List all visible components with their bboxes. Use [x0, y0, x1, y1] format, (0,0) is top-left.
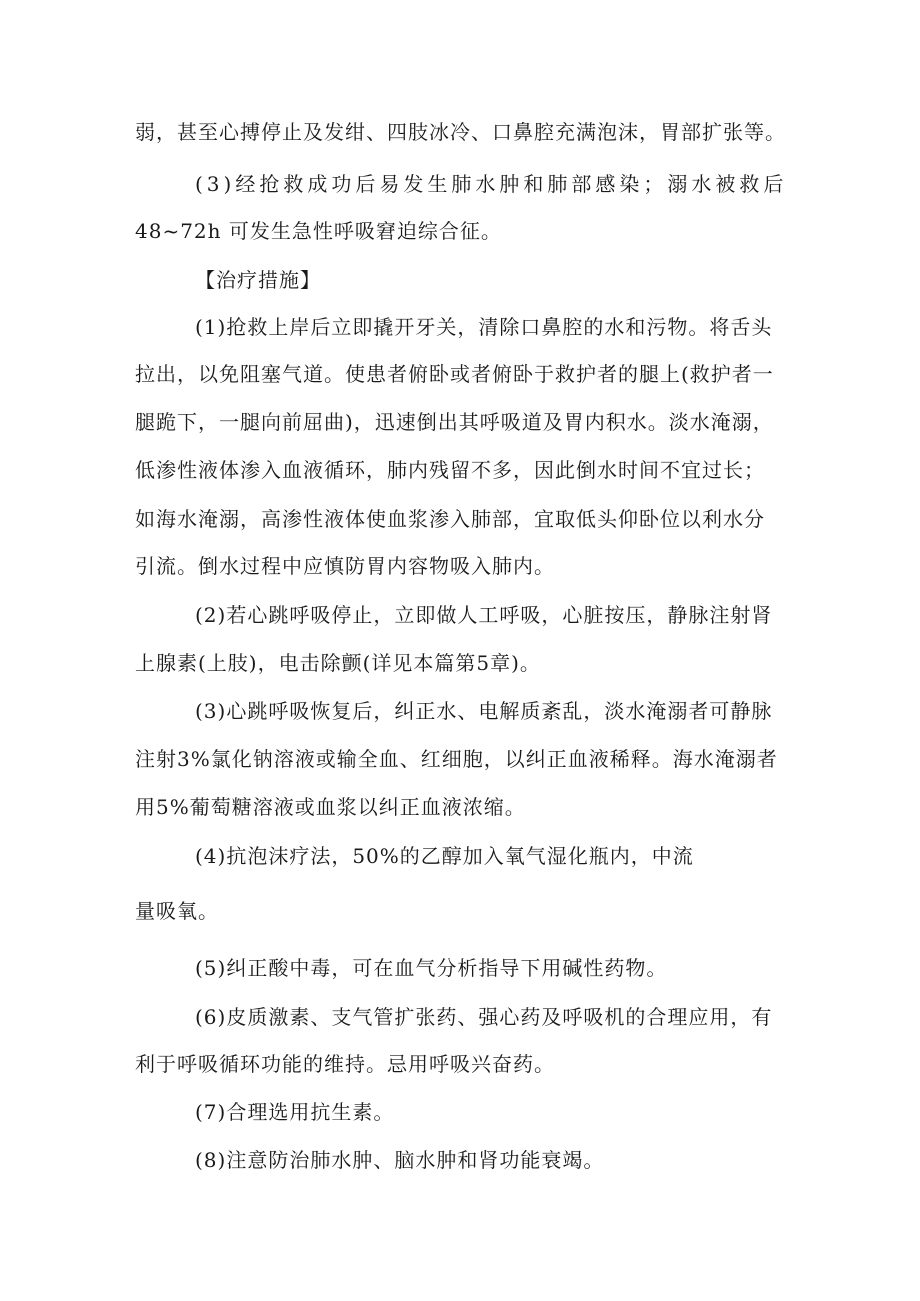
text-line-22: (8)注意防治肺水肿、脑水肿和肾功能衰竭。 [195, 1148, 605, 1172]
text-line-16: (4)抗泡沫疗法，50%的乙醇加入氧气湿化瓶内，中流 [195, 844, 694, 868]
text-line-8: 低渗性液体渗入血液循环，肺内残留不多，因此倒水时间不宜过长； [135, 458, 765, 482]
text-line-9: 如海水淹溺，高渗性液体使血浆渗入肺部，宜取低头仰卧位以利水分 [135, 507, 765, 531]
text-line-1: 弱，甚至心搏停止及发绀、四肢冰冷、口鼻腔充满泡沫，胃部扩张等。 [135, 120, 786, 144]
text-line-7: 腿跪下，一腿向前屈曲)，迅速倒出其呼吸道及胃内积水。淡水淹溺， [135, 410, 774, 434]
text-line-12: 上腺素(上肢)，电击除颤(详见本篇第5章)。 [135, 651, 541, 675]
text-line-21: (7)合理选用抗生素。 [195, 1100, 395, 1124]
text-line-3: 48~72h 可发生急性呼吸窘迫综合征。 [135, 219, 502, 243]
text-line-19: (6)皮质激素、支气管扩张药、强心药及呼吸机的合理应用，有 [195, 1005, 773, 1029]
text-line-11: (2)若心跳呼吸停止，立即做人工呼吸，心脏按压，静脉注射肾 [195, 603, 773, 627]
text-line-18: (5)纠正酸中毒，可在血气分析指导下用碱性药物。 [195, 956, 668, 980]
text-line-2: (3)经抢救成功后易发生肺水肿和肺部感染；溺水被救后 [195, 172, 788, 196]
text-line-14: 注射3%氯化钠溶液或输全血、红细胞，以纠正血液稀释。海水淹溺者 [135, 747, 778, 771]
text-line-20: 利于呼吸循环功能的维持。忌用呼吸兴奋药。 [135, 1052, 555, 1076]
text-line-15: 用5%葡萄糖溶液或血浆以纠正血液浓缩。 [135, 795, 526, 819]
section-heading-treatment: 【治疗措施】 [195, 268, 321, 292]
text-line-17: 量吸氧。 [135, 899, 219, 923]
text-line-5: (1)抢救上岸后立即撬开牙关，清除口鼻腔的水和污物。将舌头 [195, 315, 773, 339]
text-line-6: 拉出，以免阻塞气道。使患者俯卧或者俯卧于救护者的腿上(救护者一 [135, 362, 774, 386]
text-line-13: (3)心跳呼吸恢复后，纠正水、电解质紊乱，淡水淹溺者可静脉 [195, 699, 773, 723]
text-line-10: 引流。倒水过程中应慎防胃内容物吸入肺内。 [135, 554, 555, 578]
